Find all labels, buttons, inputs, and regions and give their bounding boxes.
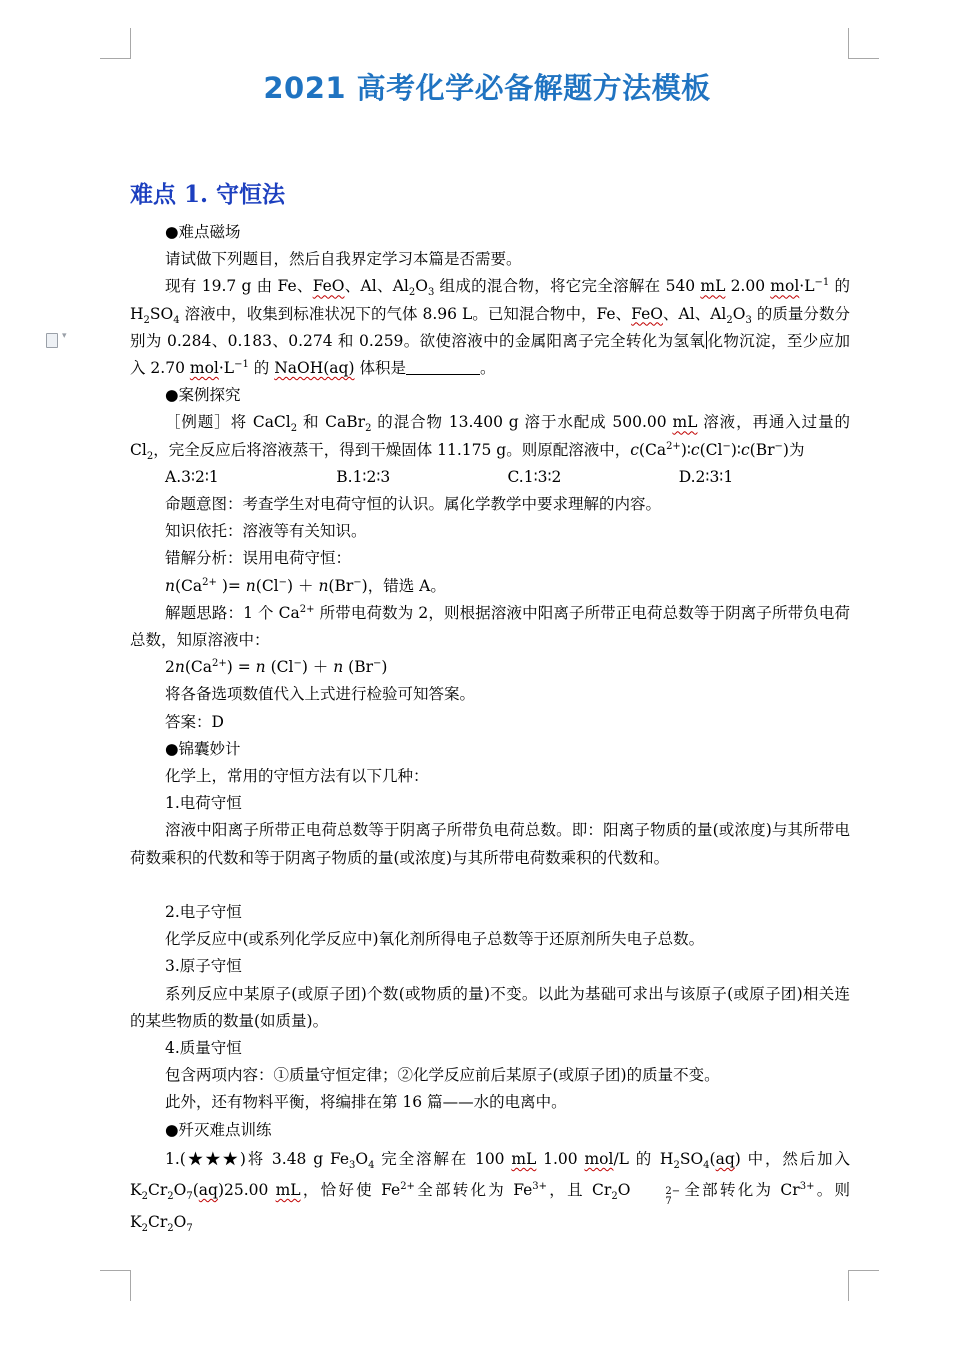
case-error: 错解分析：误用电荷守恒： bbox=[165, 549, 352, 568]
field-problem: 现有 19.7 g 由 Fe、FeO、Al、$Al_2O_3$ 组成的混合物，将它完全溶解在 540 mL 2.00 $mol\cdot L^{-1}$ 的 $H_2SO_4$ 溶液中，收集到标准状况下的气体 8.96 L。已知混合物中，Fe、FeO、Al、$Al_2O_3$ 的质量分数分别为 0.284、0.183、0.274 和 0.259。欲使溶液中的金属阳离子完全转化为氢氧 化物沉淀，至少应加入 2.70 $mol\cdot L^{-1}$ 的 NaOH(aq) 体积是 。 bbox=[130, 277, 850, 378]
heading-tips: ●锦囊妙计 bbox=[165, 739, 241, 758]
case-basis: 知识依托：溶液等有关知识。 bbox=[165, 522, 367, 541]
crop-mark-bottom-left bbox=[100, 1270, 131, 1301]
case-check: 将各备选项数值代入上式进行检验可知答案。 bbox=[165, 685, 476, 704]
section-title: 难点 1. 守恒法 bbox=[130, 181, 286, 208]
case-idea: 解题思路：1 个 $Ca^{2+}$ 所带电荷数为 2，则根据溶液中阳离子所带正电荷总数等于阴离子所带负电荷总数，知原溶液中： bbox=[130, 603, 851, 650]
crop-mark-bottom-right bbox=[848, 1270, 879, 1301]
training-q1: 1.(★★★)将 3.48 g $Fe_3O_4$ 完全溶解在 100 mL 1.00 mol/L 的 $H_2SO_4(aq)$ 中，然后加入 $K_2Cr_2O_7(aq)25.00$ mL，恰好使 $Fe^{2+}$全部转化为 $Fe^{3+}$，且 $Cr_2O$ 2− 7 全部转化为 $Cr^{3+}$。则 $K_2Cr_2O_7$ bbox=[130, 1149, 850, 1234]
answer-choices bbox=[130, 464, 850, 491]
crop-mark-top-right bbox=[848, 28, 879, 59]
tips-intro: 化学上，常用的守恒方法有以下几种： bbox=[165, 767, 429, 786]
tip-text: 系列反应中某原子(或原子团)个数(或物质的量)不变。以此为基础可求出与该原子(或原子团)相关连的某些物质的数量(如质量)。 bbox=[130, 984, 850, 1030]
tip-heading: 4.质量守恒 bbox=[165, 1039, 242, 1058]
dropdown-caret-icon: ▾ bbox=[62, 331, 67, 341]
case-error-formula: $n(Ca^{2+}$ )= n(Cl−) ＋ n(Br−)，错选 A。 bbox=[165, 576, 446, 595]
tips-extra: 此外，还有物料平衡，将编排在第 16 篇——水的电离中。 bbox=[165, 1093, 567, 1112]
case-example: ［例题］将 CaCl$_2$ 和 CaBr$_2$ 的混合物 13.400 g 溶于水配成 500.00 mL 溶液，再通入过量的 $Cl_2$，完全反应后将溶液蒸干，得到干燥固体 11.175 g。则原配溶液中，$c(Ca^{2+})∶c(Cl^-)∶c(Br^-)$为 bbox=[130, 413, 850, 462]
case-idea-formula: $2n(Ca^{2+}) = n$ (Cl−) ＋ n (Br−) bbox=[165, 658, 388, 677]
choice-c: C.1∶3∶2 bbox=[507, 467, 562, 486]
case-intent: 命题意图：考查学生对电荷守恒的认识。属化学教学中要求理解的内容。 bbox=[165, 495, 662, 514]
heading-training: ●歼灭难点训练 bbox=[165, 1120, 272, 1139]
heading-field: ●难点磁场 bbox=[165, 223, 241, 241]
field-intro: 请试做下列题目，然后自我界定学习本篇是否需要。 bbox=[165, 250, 522, 269]
tip-heading: 2.电子守恒 bbox=[165, 903, 242, 922]
text-cursor bbox=[706, 331, 707, 349]
document-icon bbox=[46, 333, 58, 348]
tip-text: 化学反应中(或系列化学反应中)氧化剂所得电子总数等于还原剂所失电子总数。 bbox=[165, 930, 705, 949]
document-body[interactable] bbox=[130, 219, 850, 1238]
paragraph-options-icon[interactable] bbox=[46, 333, 74, 347]
tip-heading: 3.原子守恒 bbox=[165, 957, 242, 976]
answer-blank bbox=[406, 359, 480, 375]
tip-text: 包含两项内容：①质量守恒定律；②化学反应前后某原子(或原子团)的质量不变。 bbox=[165, 1066, 720, 1085]
document-title: 2021 高考化学必备解题方法模板 bbox=[263, 71, 711, 105]
choice-a: A.3∶2∶1 bbox=[165, 467, 219, 486]
heading-case: ●案例探究 bbox=[165, 386, 241, 405]
choice-b: B.1∶2∶3 bbox=[336, 467, 391, 486]
choice-d: D.2∶3∶1 bbox=[678, 467, 734, 486]
empty-line bbox=[130, 872, 850, 899]
tip-heading: 1.电荷守恒 bbox=[165, 794, 242, 813]
case-answer: 答案：D bbox=[165, 712, 224, 731]
crop-mark-top-left bbox=[100, 28, 131, 59]
tip-text: 溶液中阳离子所带正电荷总数等于阴离子所带负电荷总数。即：阳离子物质的量(或浓度)与其所带电荷数乘积的代数和等于阴离子物质的量(或浓度)与其所带电荷数乘积的代数和。 bbox=[130, 821, 850, 867]
